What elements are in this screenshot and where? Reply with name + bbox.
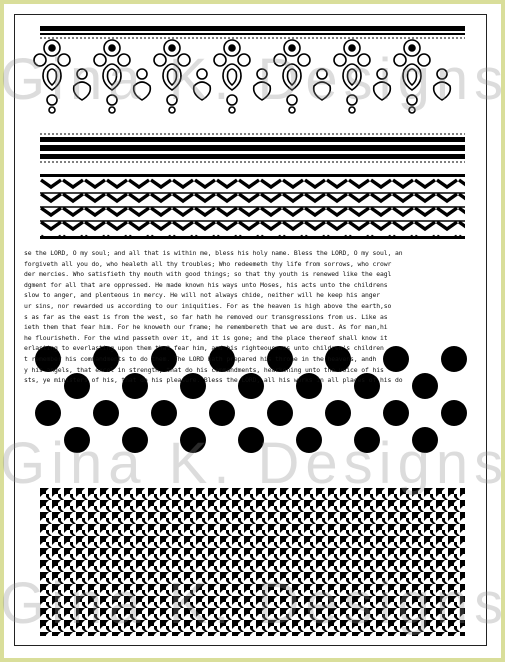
scripture-line: slow to anger, and plenteous in mercy. He will not always chide, neither will he keep his anger — [24, 291, 381, 300]
scripture-line: s as far as the east is from the west, so far hath he removed our transgressions from us. Like as — [24, 312, 388, 321]
watermark: Gina K. Designs — [0, 431, 509, 496]
watermark: Gina K. Designs — [0, 571, 509, 636]
stripe-border — [40, 134, 465, 162]
lace-border — [34, 26, 465, 113]
houndstooth-block — [40, 488, 465, 636]
scripture-text-block — [24, 248, 484, 385]
scripture-line: forgiveth all you do, who healeth all thy troubles; Who redeemeth thy life from sorrows, who crowr — [24, 259, 392, 268]
scripture-line: ieth them that fear him. For he knoweth our frame; he remembereth that we are dust. As for man,hi — [24, 323, 388, 332]
chevron-braid-border — [40, 174, 465, 239]
scripture-line: y his angels, that excel in strength, that do his commandments, hearkening unto the voice of his — [24, 365, 384, 374]
scripture-line: erlasting to everlasting upon them that fear him, and his righteousness unto children's children — [24, 344, 384, 353]
scripture-line: der mercies. Who satisfieth thy mouth with good things; so that thy youth is renewed like the eagl — [24, 270, 392, 279]
scripture-line: ur sins, nor rewarded us according to our iniquities. For as the heaven is high above the earth,so — [24, 301, 392, 310]
scripture-line: dgment for all that are oppressed. He made known his ways unto Moses, his acts unto the childrens — [24, 280, 388, 289]
scripture-line: he flourisheth. For the wind passeth over it, and it is gone; and the place thereof shall know it — [24, 333, 388, 342]
scripture-line: sts, ye ministers of his, that do his pleasure. Bless the LORD, all his works in all places of his do — [24, 376, 403, 385]
watermark: Gina K. Designs — [0, 47, 509, 112]
scripture-line: se the LORD, O my soul; and all that is within me, bless his holy name. Bless the LORD, O my soul, an — [24, 249, 403, 257]
scripture-line: t remember his commandments to do them. The LORD hath prepared his throne in the heavens, andh — [24, 354, 377, 363]
